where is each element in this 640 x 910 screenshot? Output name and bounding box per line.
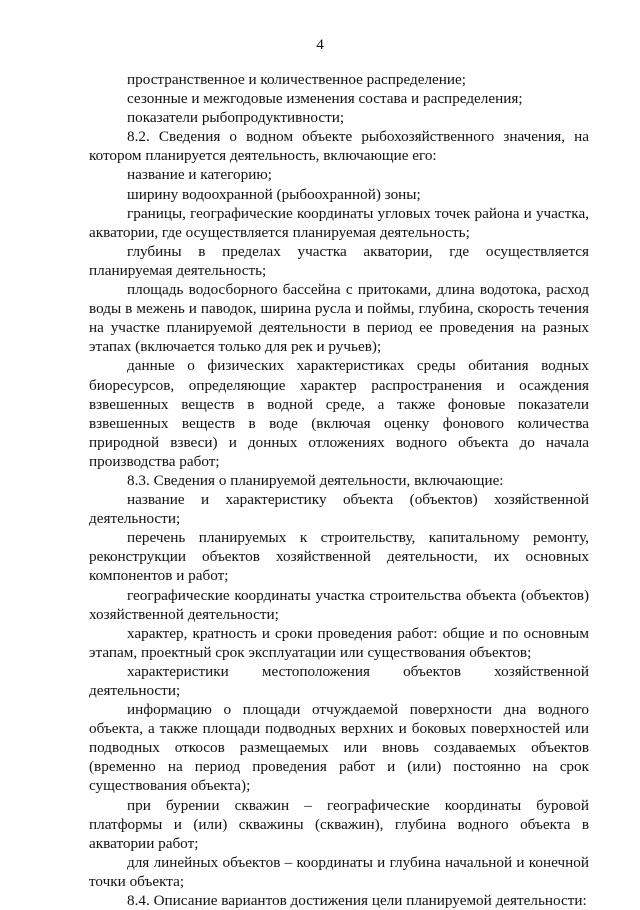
section-heading-8-2: 8.2. Сведения о водном объекте рыбохозяйственного значения, на котором планируется деятельность, включающие его: [89,128,589,165]
section-heading-8-4: 8.4. Описание вариантов достижения цели планируемой деятельности: [127,892,587,910]
section-heading-8-3: 8.3. Сведения о планируемой деятельности, включающие: [127,471,504,489]
paragraph: данные о физических характеристиках среды обитания водных биоресурсов, определяющие характер распространения и осаждения взвешенных веществ в водной среде, а также фоновые показатели взвешенных веществ в воде (включая оценку фонового количества природной взвеси) и донных отложениях водного объекта до начала производства работ; [89,357,589,470]
paragraph: при бурении скважин – географические координаты буровой платформы и (или) скважины (скважин), глубина водного объекта в акватории работ; [89,796,589,852]
paragraph: информацию о площади отчуждаемой поверхности дна водного объекта, а также площади подводных верхних и боковых поверхностей или подводных откосов размещаемых или вновь создаваемых объектов (временно на период проведения работ и (или) постоянно на срок существования объекта); [89,701,589,795]
paragraph: географические координаты участка строительства объекта (объектов) хозяйственной деятельности; [89,586,589,623]
paragraph: ширину водоохранной (рыбоохранной) зоны; [127,185,421,203]
paragraph: характеристики местоположения объектов хозяйственной деятельности; [89,662,589,699]
paragraph: глубины в пределах участка акватории, где осуществляется планируемая деятельность; [89,242,589,279]
paragraph: сезонные и межгодовые изменения состава и распределения; [127,90,523,108]
paragraph: границы, географические координаты угловых точек района и участка, акватории, где осуществляется планируемая деятельность; [89,204,589,241]
page-number: 4 [316,36,324,53]
paragraph: площадь водосборного бассейна с притоками, длина водотока, расход воды в межень и паводок, ширина русла и поймы, глубина, скорость течения на участке планируемой деятельности в период ее проведения на разных этапах (включается только для рек и ручьев); [89,281,589,356]
document-body [89,70,589,910]
paragraph: название и характеристику объекта (объектов) хозяйственной деятельности; [89,491,589,528]
paragraph: для линейных объектов – координаты и глубина начальной и конечной точки объекта; [89,853,589,890]
paragraph: показатели рыбопродуктивности; [127,109,345,127]
paragraph: пространственное и количественное распределение; [127,71,466,88]
paragraph: характер, кратность и сроки проведения работ: общие и по основным этапам, проектный срок эксплуатации или существования объектов; [89,624,589,661]
paragraph: перечень планируемых к строительству, капитальному ремонту, реконструкции объектов хозяйственной деятельности, их основных компонентов и работ; [89,529,589,585]
paragraph: название и категорию; [127,166,272,184]
